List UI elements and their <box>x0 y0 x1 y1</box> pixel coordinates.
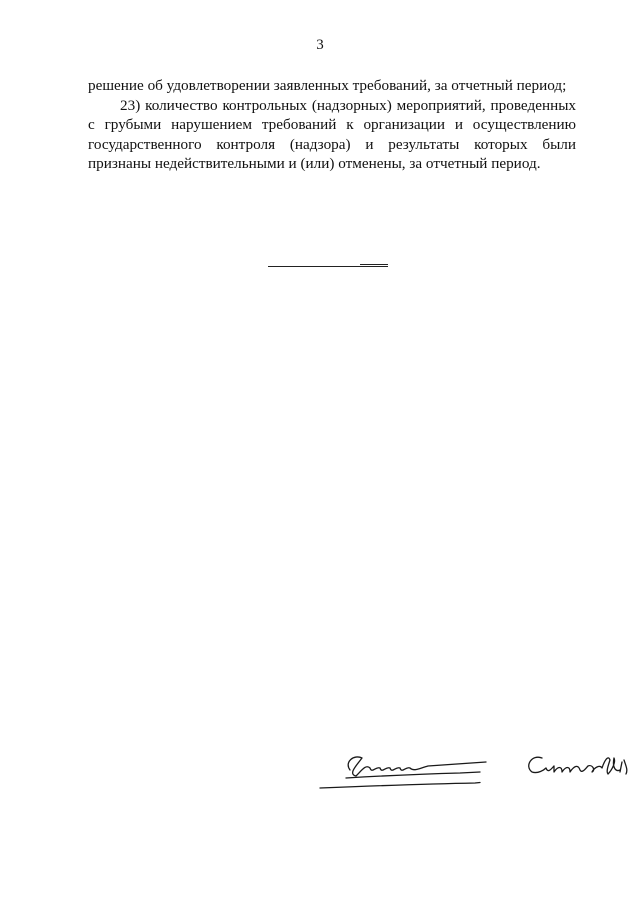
paragraph-item-23: 23) количество контрольных (надзорных) мероприятий, проведенных с грубыми нарушением требований к организации и осуществлению государственного контроля (надзора) и результаты которых были признаны недействительными и (или) отменены, за отчетный период. <box>88 96 576 172</box>
signature-underline <box>346 772 480 778</box>
handwritten-name <box>529 757 627 774</box>
signature-long-underline <box>320 783 480 789</box>
handwritten-signature <box>310 740 630 800</box>
page-number: 3 <box>316 37 324 53</box>
paragraph-continuation: решение об удовлетворении заявленных требований, за отчетный период; <box>88 77 567 94</box>
end-of-document-rule-mark <box>360 264 388 265</box>
end-of-document-rule <box>268 266 388 267</box>
document-body <box>88 76 576 174</box>
